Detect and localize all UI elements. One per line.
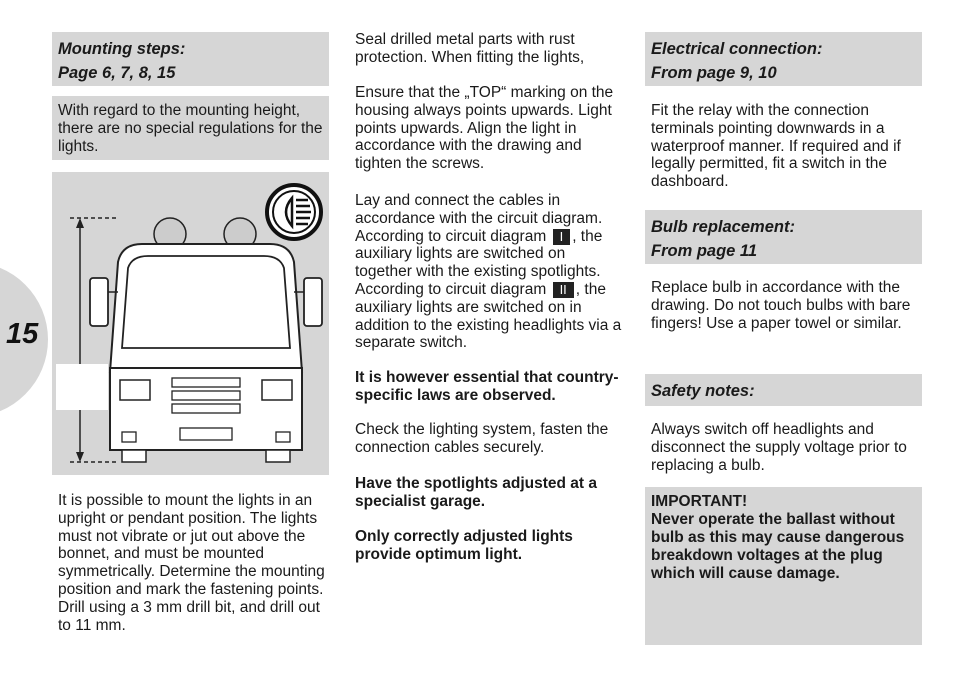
- safety-notes-heading: Safety notes:: [645, 374, 922, 406]
- cable-text-b: , the auxiliary lights are switched on together with the existing spotlights. According to circuit diagram: [355, 227, 603, 298]
- cable-paragraph: [355, 192, 625, 352]
- important-box: [645, 487, 922, 645]
- heading-line-2: From page 9, 10: [651, 64, 777, 82]
- cable-text-a: Lay and connect the cables in accordance with the circuit diagram. According to circuit diagram: [355, 192, 603, 245]
- important-title: IMPORTANT!: [651, 493, 748, 510]
- relay-paragraph: Fit the relay with the connection terminals pointing downwards in a waterproof manner. If required and if legally permitted, fit a switch in the dashboard.: [651, 102, 901, 191]
- headlight-symbol-icon: [264, 182, 324, 242]
- circuit-diagram-badge-1: I: [553, 229, 571, 245]
- mounting-steps-heading: [52, 32, 329, 86]
- mounting-height-note: With regard to the mounting height, there are no special regulations for the lights.: [52, 96, 329, 160]
- cable-text-c: , the auxiliary lights are switched on in addition to the existing headlights via a separate switch.: [355, 280, 622, 352]
- mounting-paragraph: It is possible to mount the lights in an upright or pendant position. The lights must not vibrate or jut out above the bonnet, and must be mounted symmetrically. Determine the mounting position and mark the fastening points. Drill using a 3 mm drill bit, and drill out to 11 mm.: [58, 492, 325, 634]
- optimum-light-paragraph: Only correctly adjusted lights provide optimum light.: [355, 528, 573, 563]
- heading-line-1: Bulb replacement:: [651, 218, 795, 236]
- page-number: 15: [6, 318, 39, 350]
- electrical-connection-heading: [645, 32, 922, 86]
- bulb-replacement-heading: [645, 210, 922, 264]
- safety-paragraph: Always switch off headlights and disconnect the supply voltage prior to replacing a bulb.: [651, 421, 907, 474]
- heading-line-1: Mounting steps:: [58, 40, 186, 58]
- bulb-paragraph: Replace bulb in accordance with the drawing. Do not touch bulbs with bare fingers! Use a paper towel or similar.: [651, 279, 911, 332]
- country-laws-paragraph: It is however essential that country-specific laws are observed.: [355, 369, 619, 404]
- heading-line-2: Page 6, 7, 8, 15: [58, 64, 176, 82]
- circuit-diagram-badge-2: II: [553, 282, 574, 298]
- top-marking-paragraph: Ensure that the „TOP“ marking on the housing always points upwards. Light points upwards. Align the light in accordance with the drawing and tighten the screws.: [355, 84, 614, 173]
- rust-protection-paragraph: Seal drilled metal parts with rust protection. When fitting the lights,: [355, 31, 585, 66]
- heading-line-1: Electrical connection:: [651, 40, 823, 58]
- check-lighting-paragraph: Check the lighting system, fasten the connection cables securely.: [355, 421, 609, 456]
- truck-figure: [52, 172, 329, 475]
- adjust-garage-paragraph: Have the spotlights adjusted at a specialist garage.: [355, 475, 598, 510]
- heading-line-2: From page 11: [651, 242, 758, 260]
- important-text: Never operate the ballast without bulb as this may cause dangerous breakdown voltages at the plug which will cause damage.: [651, 511, 905, 582]
